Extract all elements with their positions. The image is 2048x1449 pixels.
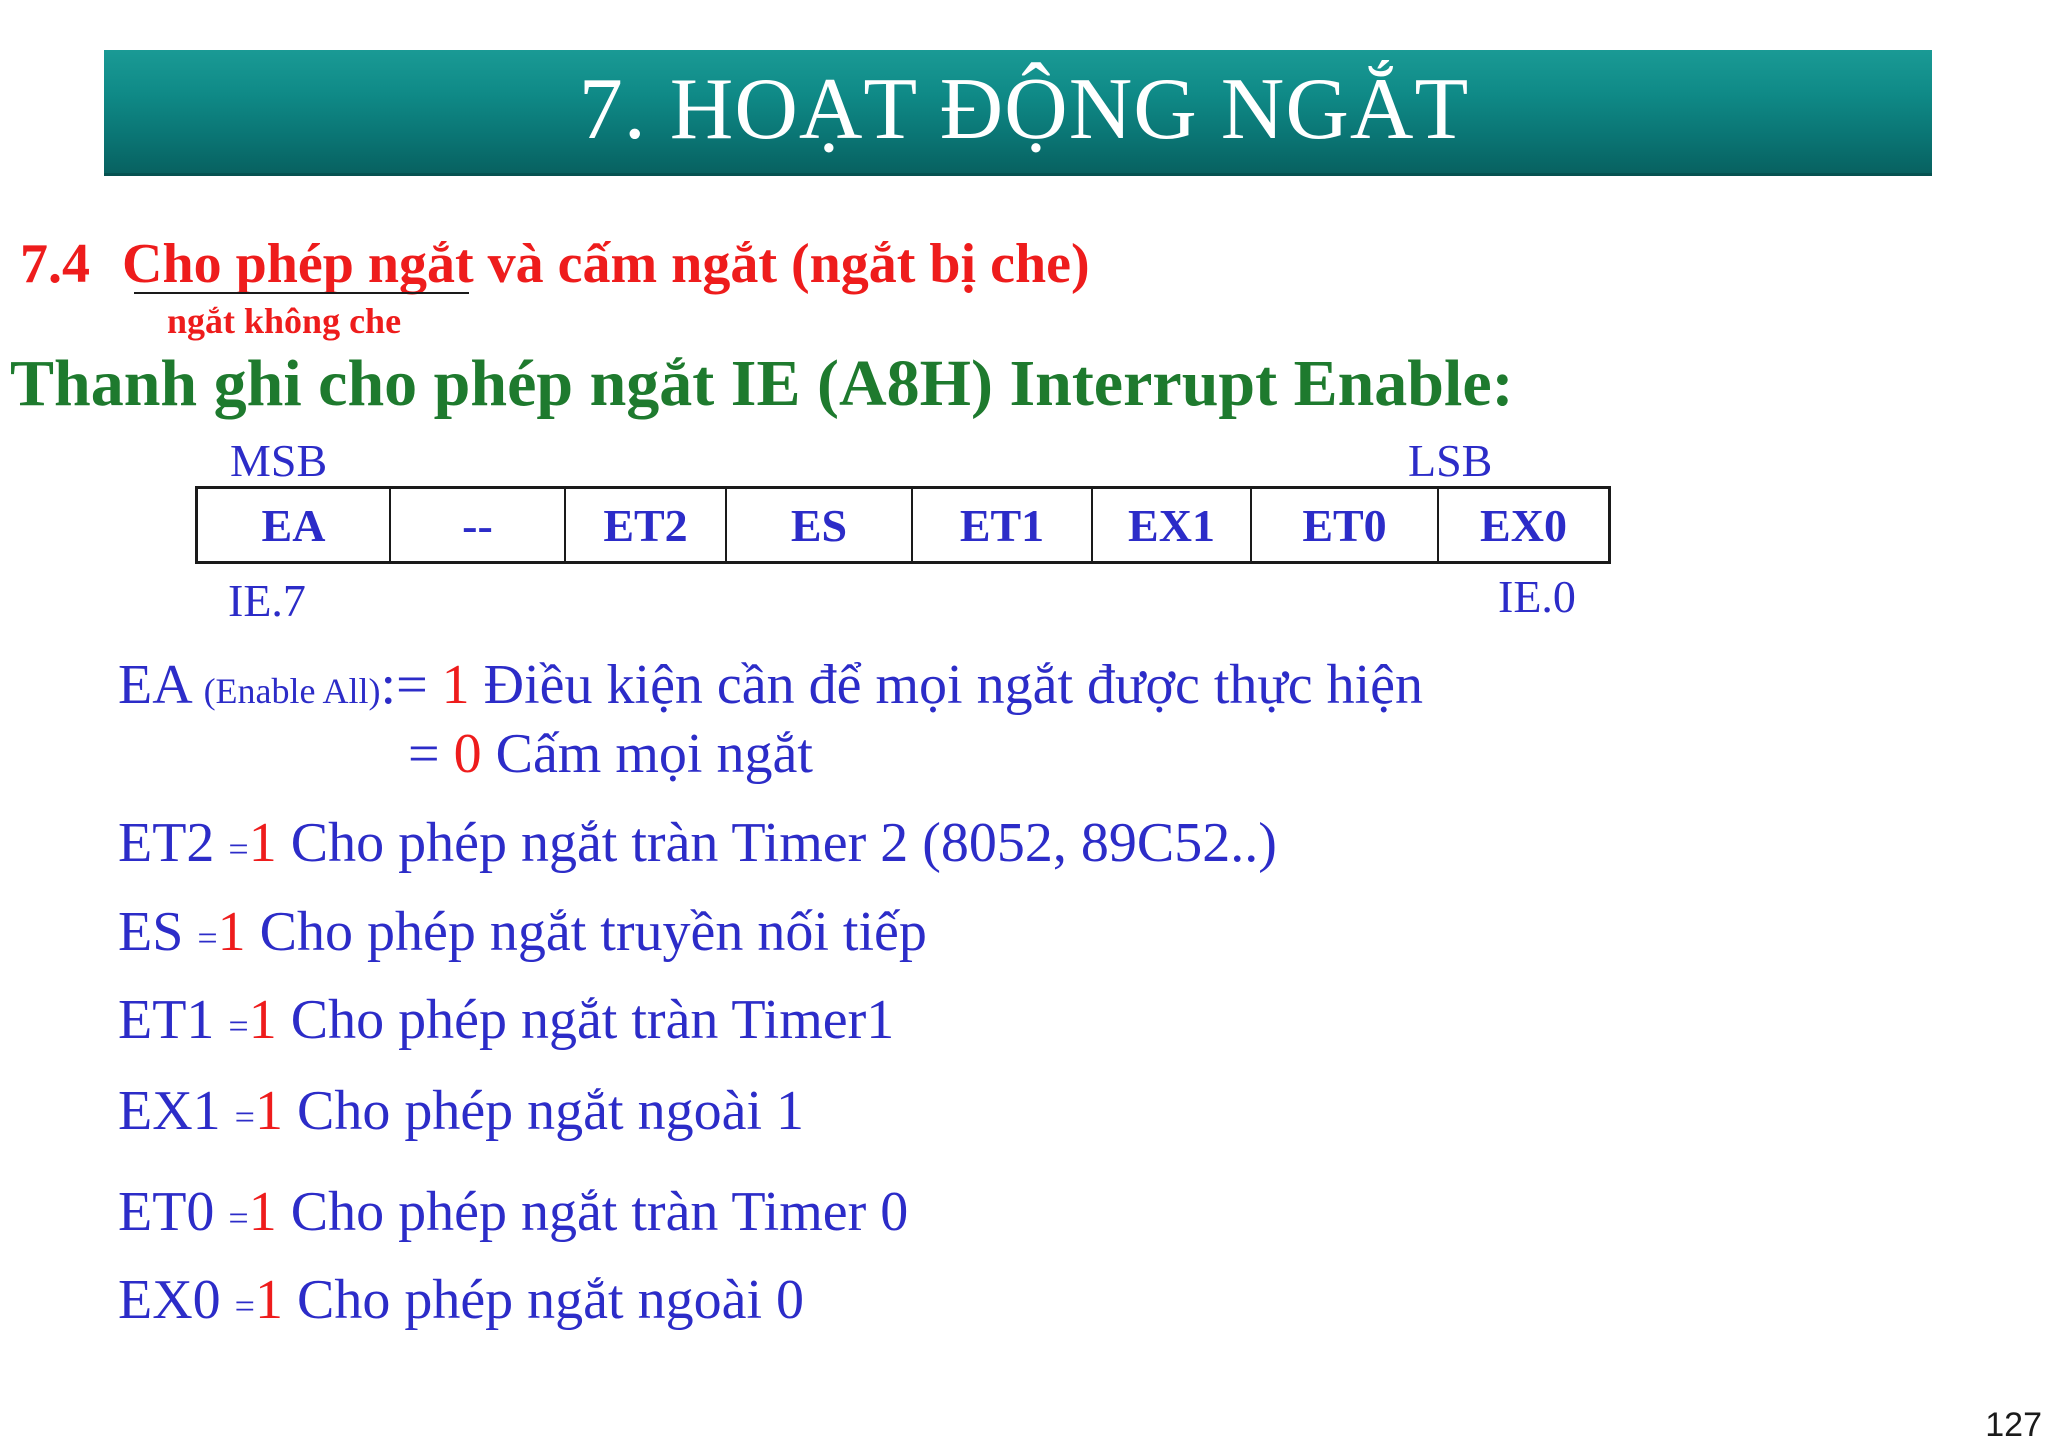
ie0-label: IE.0 — [1498, 571, 1576, 622]
bit-cell-es: ES — [727, 489, 913, 561]
ea-op: := — [380, 654, 428, 716]
section-number: 7.4 — [20, 233, 90, 295]
bit-text: Cho phép ngắt ngoài 0 — [296, 1269, 805, 1331]
et1-description — [118, 988, 894, 1058]
bit-name: ET2 — [118, 812, 215, 874]
ea-qualifier: (Enable All) — [203, 671, 381, 711]
ex1-description — [118, 1079, 804, 1149]
equals-sign: = — [234, 1097, 255, 1137]
bit-name: ES — [118, 901, 184, 963]
strike-underline — [134, 292, 469, 294]
section-heading — [20, 232, 1090, 296]
bit-value: 1 — [248, 1181, 277, 1243]
bit-text: Cho phép ngắt tràn Timer 0 — [290, 1181, 909, 1243]
equals-sign: = — [228, 829, 249, 869]
bit-cell-et0: ET0 — [1252, 489, 1439, 561]
bit-name: ET1 — [118, 989, 215, 1051]
es-description — [118, 900, 927, 970]
page-number: 127 — [1985, 1406, 2042, 1444]
bit-name: EX1 — [118, 1080, 221, 1142]
bit-cell-ex0: EX0 — [1480, 499, 1567, 551]
bit-cell-reserved: -- — [391, 489, 566, 561]
ie7-label: IE.7 — [228, 575, 306, 626]
bit-cell-et1: ET1 — [913, 489, 1093, 561]
ea0-value: 0 — [453, 723, 482, 785]
register-heading: Thanh ghi cho phép ngắt IE (A8H) Interrupt Enable: — [10, 347, 1514, 420]
msb-label: MSB — [230, 435, 328, 486]
equals-sign: = — [228, 1198, 249, 1238]
bit-cell-ex1: EX1 — [1093, 489, 1252, 561]
bit-value: 1 — [217, 901, 246, 963]
ea-name: EA — [118, 654, 190, 716]
bit-value: 1 — [254, 1269, 283, 1331]
handwritten-note: ngắt không che — [167, 301, 402, 341]
slide-title: 7. HOẠT ĐỘNG NGẮT — [578, 61, 1470, 158]
section-heading-rest: và cấm ngắt (ngắt bị che) — [473, 233, 1090, 295]
bit-text: Cho phép ngắt tràn Timer1 — [290, 989, 895, 1051]
bit-text: Cho phép ngắt truyền nối tiếp — [259, 901, 927, 963]
bit-cell-ea: EA — [198, 489, 391, 561]
ea-zero-description — [408, 722, 813, 786]
bit-name: EX0 — [118, 1269, 221, 1331]
section-heading-underlined: Cho phép ngắt — [122, 233, 474, 295]
ea0-text: Cấm mọi ngắt — [495, 723, 813, 785]
ea-description — [118, 653, 1423, 723]
equals-sign: = — [228, 1006, 249, 1046]
equals-sign: = — [234, 1286, 255, 1326]
bit-name: ET0 — [118, 1181, 215, 1243]
lsb-label: LSB — [1408, 435, 1493, 486]
et0-description — [118, 1180, 908, 1250]
bit-text: Cho phép ngắt ngoài 1 — [296, 1080, 805, 1142]
ea0-op: = — [408, 723, 440, 785]
ea-text: Điều kiện cần để mọi ngắt được thực hiện — [483, 654, 1424, 716]
et2-description — [118, 811, 1277, 881]
ea-value: 1 — [441, 654, 470, 716]
bit-value: 1 — [248, 989, 277, 1051]
bit-value: 1 — [254, 1080, 283, 1142]
ex0-description — [118, 1268, 804, 1338]
bit-text: Cho phép ngắt tràn Timer 2 (8052, 89C52..) — [290, 812, 1277, 874]
equals-sign: = — [197, 918, 218, 958]
bit-value: 1 — [248, 812, 277, 874]
bit-cell-et2: ET2 — [566, 489, 727, 561]
ie-register-table — [195, 486, 1611, 564]
